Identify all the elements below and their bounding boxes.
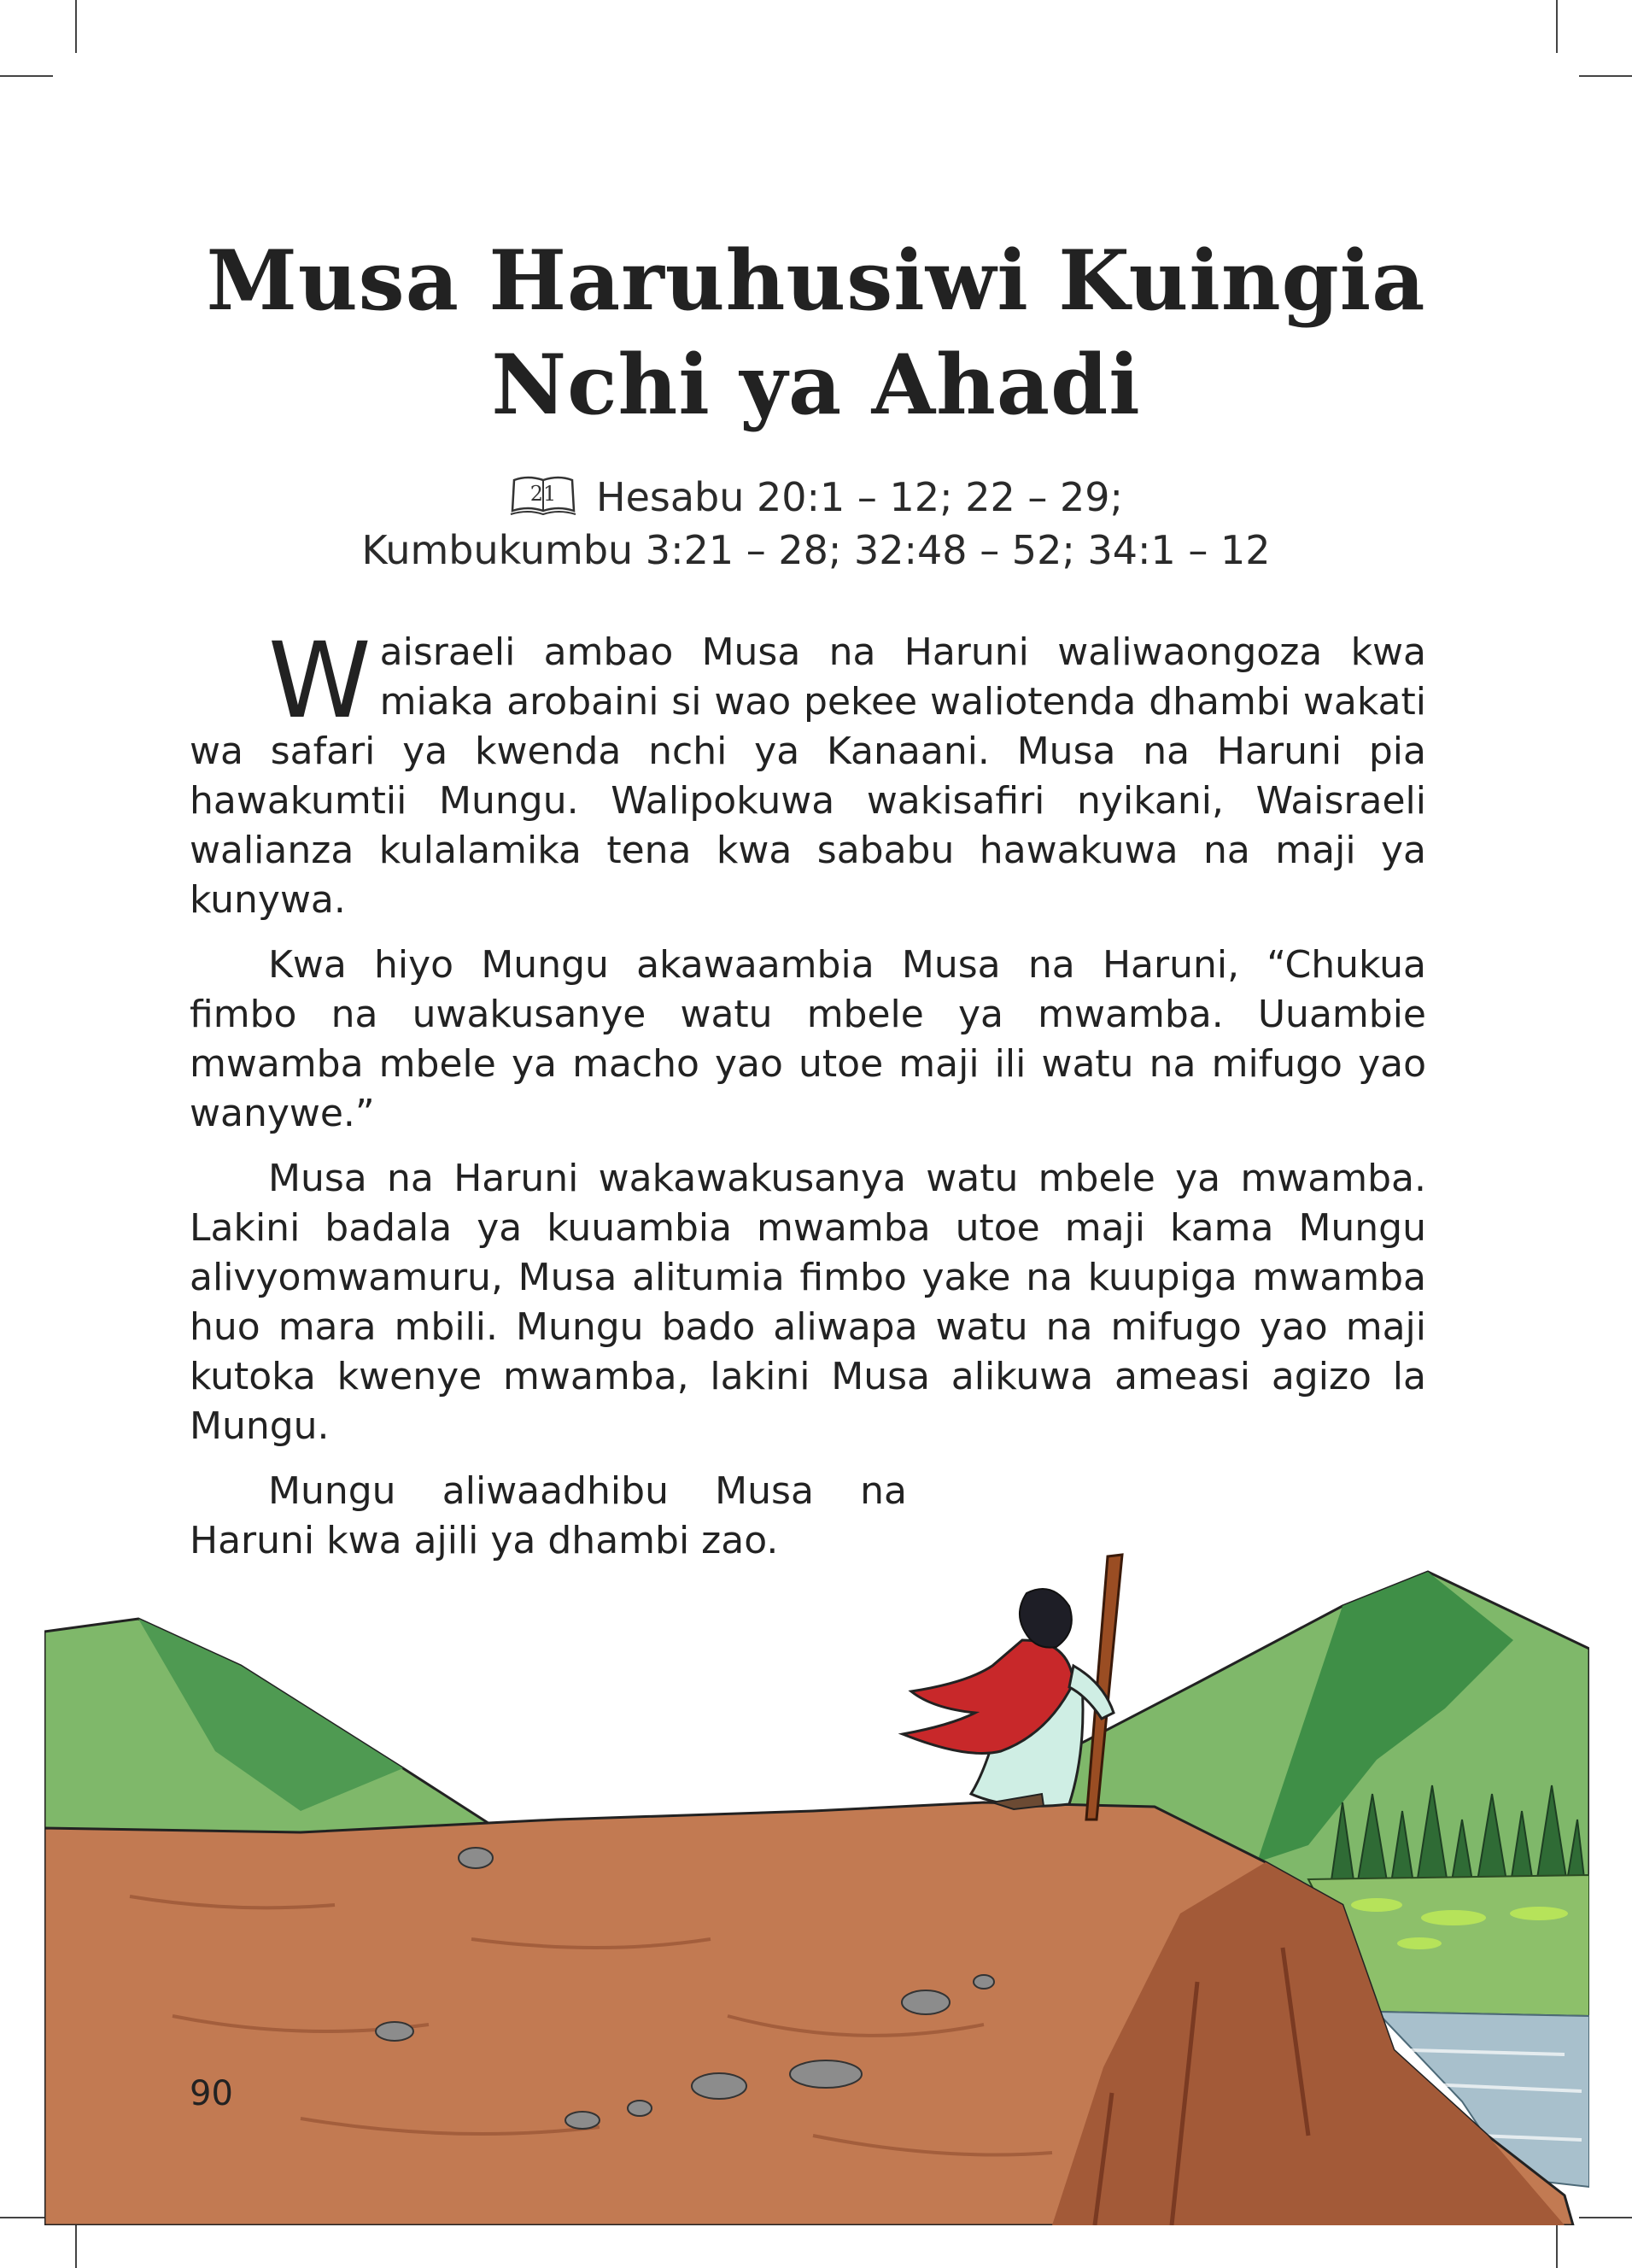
paragraph-1 bbox=[190, 620, 1426, 925]
reference-line-2: Kumbukumbu 3:21 – 28; 32:48 – 52; 34:1 – 12 bbox=[361, 527, 1271, 573]
title-line-2: Nchi ya Ahadi bbox=[491, 337, 1141, 433]
reference-text-1: Hesabu 20:1 – 12; 22 – 29; bbox=[595, 474, 1124, 520]
paragraph-2: Kwa hiyo Mungu akawaambia Musa na Haruni, “Chukua fimbo na uwakusanye watu mbele ya mwamba. Uuambie mwamba mbele ya macho yao utoe maji ili watu na mifugo yao wanywe.” bbox=[190, 943, 1426, 1135]
book-icon bbox=[509, 468, 577, 518]
title-line-1: Musa Haruhusiwi Kuingia bbox=[206, 232, 1426, 329]
head bbox=[1020, 1589, 1072, 1648]
scripture-reference bbox=[0, 468, 1632, 577]
page-title bbox=[0, 229, 1632, 437]
illustration-moses-on-cliff bbox=[44, 1538, 1589, 2225]
book-icon-number: 21 bbox=[529, 482, 557, 506]
moses-figure bbox=[903, 1555, 1122, 1820]
crop-mark-top-left bbox=[75, 0, 77, 53]
drop-cap: W bbox=[268, 620, 371, 741]
paragraph-3: Musa na Haruni wakawakusanya watu mbele ya mwamba. Lakini badala ya kuuambia mwamba utoe maji kama Mungu alivyomwamuru, Musa alitumia fimbo yake na kuupiga mwamba huo mara mbili. Mungu bado aliwapa watu na mifugo yao maji kutoka kwenye mwamba, lakini Musa alikuwa ameasi agizo la Mungu. bbox=[190, 1157, 1426, 1448]
page-number: 90 bbox=[190, 2074, 233, 2113]
story-text bbox=[190, 620, 1426, 1581]
paragraph-4: Mungu aliwaadhibu Musa na Haruni kwa ajili ya dhambi zao. bbox=[190, 1469, 907, 1562]
reference-line-1 bbox=[0, 468, 1632, 524]
paragraph-1-text: aisraeli ambao Musa na Haruni waliwaongoza kwa miaka arobaini si wao pekee waliotenda dhambi wakati wa safari ya kwenda nchi ya Kanaani. Musa na Haruni pia hawakumtii Mungu. Walipokuwa wakisafiri nyikani, Waisraeli walianza kulalamika tena kwa sababu hawakuwa na maji ya kunywa. bbox=[190, 630, 1426, 922]
crop-mark-top-left bbox=[0, 75, 53, 77]
crop-mark-top-right bbox=[1579, 75, 1632, 77]
crop-mark-top-right bbox=[1556, 0, 1558, 53]
